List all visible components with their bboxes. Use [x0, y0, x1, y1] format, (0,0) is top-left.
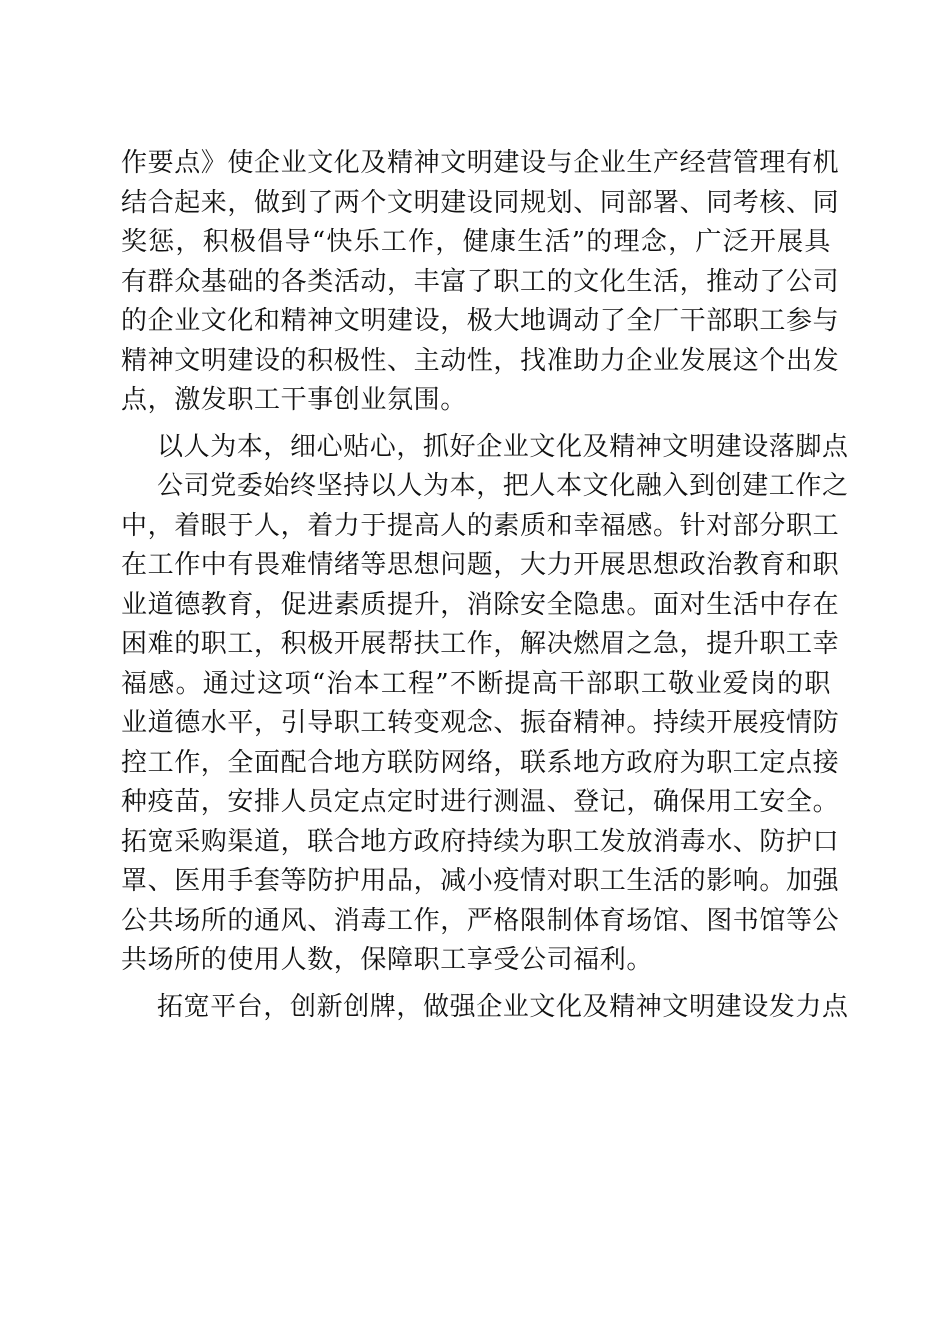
text-line: 在工作中有畏难情绪等思想问题，大力开展思想政治教育和职: [121, 550, 840, 580]
text-line: 公司党委始终坚持以人为本，把人本文化融入到创建工作之: [157, 471, 849, 501]
text-line: 的企业文化和精神文明建设，极大地调动了全厂干部职工参与: [121, 306, 840, 336]
section-heading-platform-innovation: [121, 988, 849, 1028]
text-line: 点，激发职工干事创业氛围。: [121, 385, 467, 415]
text-line: 罩、医用手套等防护用品，减小疫情对职工生活的影响。加强: [121, 866, 840, 896]
text-line: 有群众基础的各类活动，丰富了职工的文化生活，推动了公司: [121, 266, 840, 297]
text-line: 中，着眼于人，着力于提高人的素质和幸福感。针对部分职工: [121, 510, 840, 541]
text-line: 结合起来，做到了两个文明建设同规划、同部署、同考核、同: [121, 187, 840, 218]
text-line: 控工作，全面配合地方联防网络，联系地方政府为职工定点接: [121, 747, 840, 778]
heading-line: 以人为本，细心贴心，抓好企业文化及精神文明建设落脚点: [157, 431, 849, 462]
text-line: 奖惩，积极倡导“快乐工作，健康生活”的理念，广泛开展具: [121, 227, 831, 257]
text-line: 业道德水平，引导职工转变观念、振奋精神。持续开展疫情防: [121, 708, 840, 738]
paragraph-people-oriented: [121, 467, 849, 981]
document-body: [121, 144, 849, 1027]
section-heading-people-oriented: [121, 428, 849, 468]
text-line: 困难的职工，积极开展帮扶工作，解决燃眉之急，提升职工幸: [121, 629, 840, 659]
text-line: 福感。通过这项“治本工程”不断提高干部职工敬业爱岗的职: [121, 668, 831, 699]
text-line: 精神文明建设的积极性、主动性，找准助力企业发展这个出发: [121, 345, 840, 376]
text-line: 拓宽采购渠道，联合地方政府持续为职工发放消毒水、防护口: [121, 826, 840, 857]
text-line: 业道德教育，促进素质提升，消除安全隐患。面对生活中存在: [121, 589, 840, 620]
text-line: 共场所的使用人数，保障职工享受公司福利。: [121, 945, 654, 975]
text-line: 种疫苗，安排人员定点定时进行测温、登记，确保用工安全。: [121, 787, 840, 817]
heading-line: 拓宽平台，创新创牌，做强企业文化及精神文明建设发力点: [157, 991, 849, 1022]
text-line: 作要点》使企业文化及精神文明建设与企业生产经营管理有机: [121, 148, 840, 178]
text-line: 公共场所的通风、消毒工作，严格限制体育场馆、图书馆等公: [121, 905, 840, 936]
paragraph-culture-integration: [121, 144, 840, 421]
